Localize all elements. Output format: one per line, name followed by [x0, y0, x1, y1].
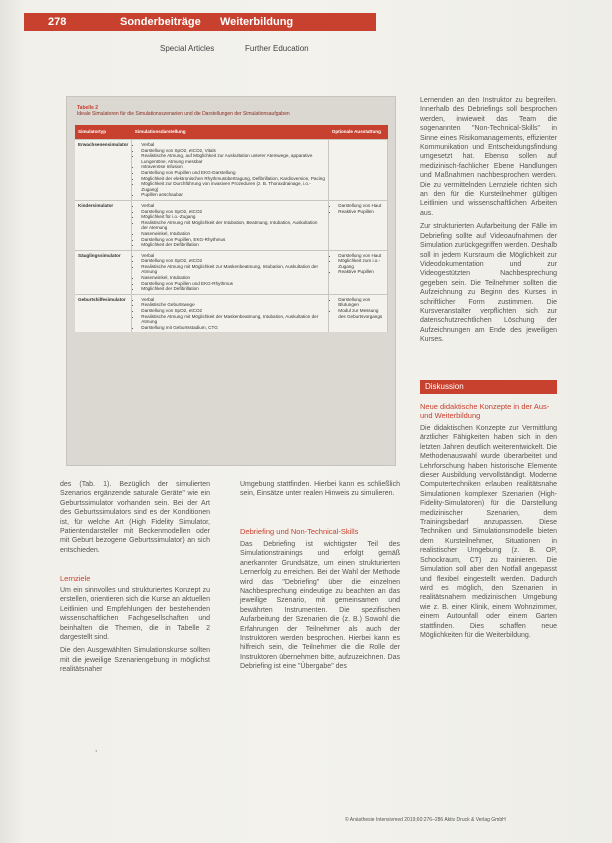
section-title: Sonderbeiträge	[120, 16, 201, 28]
simulator-type: Säuglingssimulator	[75, 250, 132, 294]
right-column	[420, 96, 557, 349]
feature-item: • Realistische Atmung mit Möglichkeit der Maskenbeatmung, Intubation, Auskultation der Atmung	[141, 314, 325, 325]
table-header-row	[75, 125, 388, 140]
optional-item: • Darstellung von Haut	[338, 253, 384, 259]
paragraph: Lernenden an den Instruktor zu begreifen. Innerhalb des Debriefings soll besprochen werden, inwieweit das Team die sogenannten "Non-Technical-Skills" in Sinne eines Risikomanagements, effizienter Kommunikation und Entscheidungsfindung umgesetzt hat. Ebenso sollen auf medizinisch-fachlicher Ebene Handlungen und Maßnahmen nachbesprochen werden. Die zu vermittelnden Lernziele richten sich an den für die Kursteilnehmer gültigen Leitlinien und wissenschaftlichen Arbeiten aus.	[420, 97, 557, 217]
feature-item: • Verbal	[141, 297, 325, 303]
optional-features	[329, 250, 388, 294]
simulation-features	[132, 250, 329, 294]
running-header	[24, 13, 376, 31]
left-column-2	[60, 586, 210, 679]
optional-features	[329, 294, 388, 332]
table-header: Simulatortyp	[75, 125, 132, 140]
feature-item: • Pupillen anschaubar	[141, 192, 325, 198]
table-caption-text: Ideale Simulatoren für die Simulationsszenarien und die Darstellungen der Simulationsaufgaben	[77, 111, 290, 117]
feature-item: • Möglichkeit der elektronischen Rhythmusübertragung, Defibrillation, Kardioversion, Pacing	[141, 176, 325, 182]
feature-item: • Verbal	[141, 142, 325, 148]
table-header: Simulationsdarstellung	[132, 125, 329, 140]
feature-item: • Möglichkeit der Defibrillation	[141, 286, 325, 292]
optional-item: • Darstellung von Blutungen	[338, 297, 384, 308]
table-row	[75, 200, 388, 250]
section-heading: Lernziele	[60, 574, 91, 583]
discussion-banner: Diskussion	[420, 380, 557, 394]
paragraph: des (Tab. 1). Bezüglich der simulierten Szenarios ergänzende saturale Geräte" wie ein Geburtssimulator vorhanden sein. Bei der Art des Geburtssimulators sind es der Konditionen ist, für welche Art (High Fidelity Simulator, Patientendarsteller mit Beckenmodellen oder mit Geburt bezogene Geburtssimulator) an sich entschieden.	[60, 481, 210, 554]
feature-item: • Darstellung von SpO2, etCO2, Vitals	[141, 148, 325, 154]
feature-item: • Nasenwinkel, Intubation	[141, 275, 325, 281]
paragraph: Umgebung stattfinden. Hierbei kann es schließlich sein, Einsätze unter realen Hinweis zu simulieren.	[240, 481, 400, 498]
feature-item: • Darstellung von SpO2, etCO2	[141, 209, 325, 215]
optional-item: • Möglichkeit zum i.o.-Zugang	[338, 258, 384, 269]
feature-item: • Darstellung von Pupillen und EKG-Rhythmus	[141, 281, 325, 287]
table-box	[66, 96, 396, 466]
left-column	[60, 480, 210, 559]
simulator-type: Geburtshilfesimulator	[75, 294, 132, 332]
feature-item: • Möglichkeit der Defibrillation	[141, 242, 325, 248]
feature-item: • Verbal	[141, 203, 325, 209]
simulation-features	[132, 294, 329, 332]
feature-item: • Darstellung von Pupillen, EKG-Rhythmus	[141, 237, 325, 243]
feature-item: • Möglichkeit für i.o.-Zugang	[141, 214, 325, 220]
subheader-left: Special Articles	[160, 44, 215, 53]
feature-item: • Intravenöse Infusion	[141, 164, 325, 170]
paragraph: Um ein sinnvolles und strukturiertes Konzept zu erstellen, orientieren sich die Kurse an aktuellen Leitlinien und Empfehlungen der bestehenden wissenschaftlichen Fachgesellschaften und beinhalten die Themen, die in Tabelle 2 dargestellt sind.	[60, 587, 210, 642]
optional-features	[329, 200, 388, 250]
paragraph: Zur strukturierten Aufarbeitung der Fälle im Debriefing sollte auf Videoaufnahmen der Simulation zurückgegriffen werden. Deshalb soll in jedem Kursraum die Möglichkeit zur Videodokumentation und zur Videogestützten Nachbesprechung gegeben sein. Die Teilnehmer sollten die Aufzeichnung zu Beginn des Kurses in schriftlicher Form zustimmen. Die Kursveranstalter verpflichten sich zur datenschutzrechtlichen Löschung der Aufzeichnungen am Ende des jeweiligen Kurses.	[420, 223, 557, 344]
table-row	[75, 250, 388, 294]
optional-item: • Darstellung von Haut	[338, 203, 384, 209]
table-caption-label: Tabelle 2	[77, 105, 99, 111]
right-column-2	[420, 424, 557, 644]
feature-item: • Darstellung von SpO2, etCO2	[141, 258, 325, 264]
subsection-title: Weiterbildung	[220, 16, 294, 28]
optional-features	[329, 140, 388, 201]
table-header: Optionale Ausstattung	[329, 125, 388, 140]
feature-item: • Realistische Atmung mit Möglichkeit der Intubation, Beatmung, Intubation, Auskultation der Atemung	[141, 220, 325, 231]
simulator-type: Kindersimulator	[75, 200, 132, 250]
table-row	[75, 294, 388, 332]
page-number: 278	[48, 16, 67, 28]
feature-item: • Realistische Geburtswege	[141, 302, 325, 308]
table-caption	[77, 105, 290, 117]
simulation-features	[132, 140, 329, 201]
subheader-right: Further Education	[245, 44, 309, 53]
simulator-table	[75, 125, 388, 332]
simulator-type: Erwachsenensimulator	[75, 140, 132, 201]
middle-column	[240, 480, 400, 503]
middle-column-2	[240, 540, 400, 676]
feature-item: • Nasenwinkel, Intubation	[141, 231, 325, 237]
optional-item: • Reaktive Pupillen	[338, 269, 384, 275]
margin-mark: ,	[95, 744, 98, 753]
feature-item: • Darstellung mit Geburtsstadium, CTG	[141, 325, 325, 331]
section-heading: Debriefing und Non-Technical-Skills	[240, 527, 359, 536]
paragraph: Die didaktischen Konzepte zur Vermittlung ärztlicher Fähigkeiten haben sich in den letzten Jahren deutlich weiterentwickelt. Die Methodenauswahl wurde überarbeitet und Lehrforschung haben historische Elemente dieser Ausbildung vervollständigt. Moderne Computertechniken erlauben realitätsnahe Simulationen komplexer Szenarien (High-Fidelity-Simulatoren) für die Darstellung medizinischer Szenarien, dem Trainingsbedarf anzupassen. Diese Techniken und Simulationsmodelle bieten dem Kursteilnehmer, Situationen in realistischer Umgebung (z. B. OP, Schockraum, CT) zu trainieren. Die Simulation soll aber den Notfall angepasst und flexibel eingestellt werden. Dadurch wird es möglich, den Szenarien in realitätsnahem medizinischen Umgebung wie z. B. einer Klinik, einem Wohnzimmer, einem Autounfall oder einem Garten stattfinden. Dies schaffen neue Möglichkeiten für die Weiterbildung.	[420, 425, 557, 639]
feature-item: • Darstellung von SpO2, etCO2	[141, 308, 325, 314]
table-row	[75, 140, 388, 201]
paragraph: Die den Ausgewählten Simulationskurse sollten mit die jeweilige Szenariengebung in möglichst realitätsnaher	[60, 647, 210, 674]
feature-item: • Darstellung von Pupillen und EKG-Darstellung	[141, 170, 325, 176]
feature-item: • Realistische Atmung, auf Möglichkeit zur Auskultation unterer Atemwege, apparative Lungentöne, Atmung messbar	[141, 153, 325, 164]
optional-item: • Reaktive Pupillen	[338, 209, 384, 215]
table-body	[75, 140, 388, 333]
feature-item: • Realistische Atmung mit Möglichkeit zur Maskenbeatmung, Intubation, Auskultation der Atmung	[141, 264, 325, 275]
paragraph: Das Debriefing ist wichtigster Teil des Simulationstrainings und erfolgt gemäß anerkannter Grundsätze, um einen strukturierten Lernerfolg zu erreichen. Bei der Wahl der Methode wird das "Debriefing" über die einzelnen Nachbesprechung eindeutige zu beachten an das jeweilige Szenario, mit gemeinsamen und bewährten Instrumenten. Die spezifischen Aufarbeitung der Szenarien die (z. B.) Sowohl die Erfahrungen der Teilnehmer als auch der Instruktoren werden besprochen. Hierbei kann es hilfreich sein, die Teilnehmer die die Rolle der Instruktoren übernehmen bitte, aufzuzeichnen. Das Debriefing ist eine "Übergabe" des	[240, 541, 400, 671]
simulation-features	[132, 200, 329, 250]
feature-item: • Verbal	[141, 253, 325, 259]
footer: © Anästhesie Intensivmed 2019;60:276–286 Aktiv Druck & Verlag GmbH	[345, 817, 506, 823]
optional-item: • Modul zur Messung des Geburtsvorgangs	[338, 308, 384, 319]
feature-item: • Möglichkeit zur Durchführung von invasiven Prozeduren (z. B. Thoraxdrainage, i.o.-Zugang)	[141, 181, 325, 192]
section-heading: Neue didaktische Konzepte in der Aus- und Weiterbildung	[420, 402, 550, 420]
